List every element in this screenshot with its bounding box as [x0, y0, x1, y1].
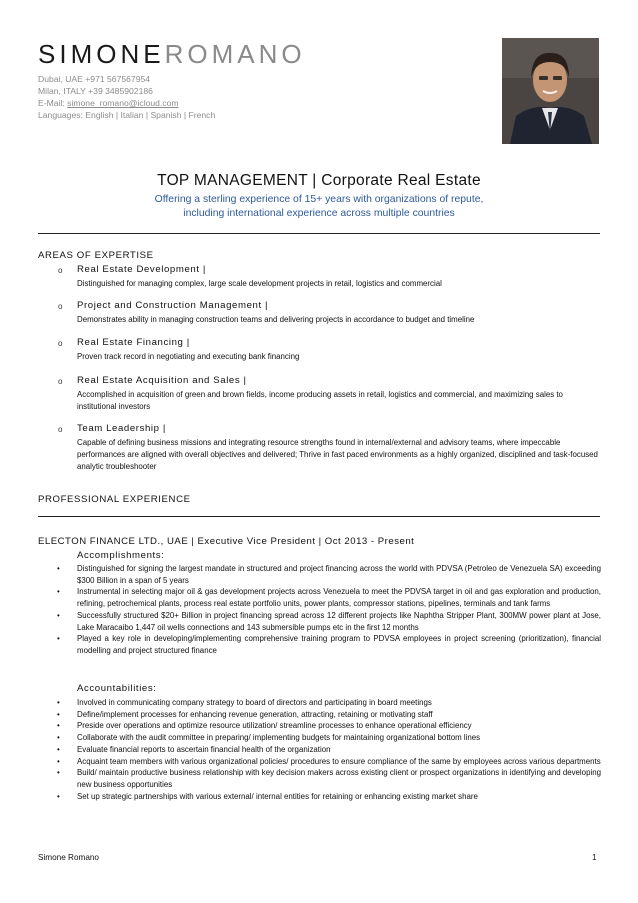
- list-item-text: Define/implement processes for enhancing revenue generation, attracting, retaining or motivating staff: [77, 709, 433, 719]
- first-name: SIMONE: [38, 39, 165, 69]
- list-item: • Set up strategic partnerships with various external/ internal entities for retaining or enhancing existing market share: [57, 791, 478, 801]
- expertise-item-title: Real Estate Development |: [77, 264, 206, 275]
- expertise-section-title: AREAS OF EXPERTISE: [38, 250, 154, 261]
- list-item-text: Played a key role in developing/implementing comprehensive training program to PDVSA employees in project screening (prioritization), financial modelling and project structured finance: [77, 634, 601, 655]
- headline-subline-1: Offering a sterling experience of 15+ years with organizations of repute,: [154, 194, 484, 205]
- divider: [38, 516, 600, 517]
- last-name: ROMANO: [164, 39, 306, 69]
- contact-line-milan: Milan, ITALY +39 3485902186: [38, 86, 153, 96]
- page-number: 1: [592, 853, 597, 862]
- footer-name: Simone Romano: [38, 853, 99, 862]
- list-item: • Evaluate financial reports to ascertain financial health of the organization: [57, 744, 331, 754]
- headline-title: TOP MANAGEMENT | Corporate Real Estate: [157, 172, 481, 189]
- expertise-item-title: Project and Construction Management |: [77, 300, 269, 311]
- list-item: • Played a key role in developing/implementing comprehensive training program to PDVSA employees in project screening (prioritization), financial modelling and project structured finance: [57, 634, 601, 655]
- contact-block: [38, 73, 215, 121]
- divider: [38, 233, 600, 234]
- email-label: E-Mail:: [38, 98, 68, 108]
- profile-photo: [502, 38, 599, 144]
- job-title-line: ELECTON FINANCE LTD., UAE | Executive Vice President | Oct 2013 - Present: [38, 536, 415, 547]
- accomplishments-list: [57, 563, 601, 657]
- accountabilities-heading: Accountabilities:: [77, 683, 157, 694]
- list-item-text: Involved in communicating company strategy to board of directors and participating in board meetings: [77, 698, 432, 707]
- list-item: • Instrumental in selecting major oil & gas development projects across Venezuela to meet the PDVSA target in oil and gas exploration and production, refining, petrochemical plants, process real estate portfolio units, power plants, compressor stations, pipelines, terminals and tank farms: [57, 587, 601, 609]
- accomplishments-heading: Accomplishments:: [77, 550, 165, 561]
- list-item-text: Set up strategic partnerships with various external/ internal entities for retaining or enhancing existing market share: [77, 791, 478, 801]
- expertise-item-desc: Capable of defining business missions and integrating resource strengths found in internal/external and advisory teams, where impeccable performances are aligned with overall objectives and delivered; Thrive in fast paced environments as a highly organized, disciplined and task-focused analytic troubleshooter: [77, 438, 598, 471]
- expertise-item-title: Real Estate Financing |: [77, 337, 190, 348]
- list-item-text: Preside over operations and optimize resource utilization/ streamline processes to enhance operational efficiency: [77, 721, 472, 731]
- list-item: • Build/ maintain productive business relationship with key decision makers across existing client or prospect organizations in identifying and developing new business opportunities: [57, 768, 601, 789]
- expertise-item-desc: Demonstrates ability in managing construction teams and delivering projects in accordance to budget and timeline: [77, 315, 475, 324]
- expertise-item-title: Team Leadership |: [77, 423, 166, 434]
- portrait-illustration: [502, 38, 599, 144]
- list-item-text: Instrumental in selecting major oil & gas development projects across Venezuela to meet the PDVSA target in oil and gas exploration and production, refining, petrochemical plants, process real estate portfolio units, power plants, compressor stations, pipelines, terminals and tank farms: [77, 587, 601, 609]
- accountabilities-list: [57, 697, 601, 802]
- expertise-marker: o: [58, 425, 63, 434]
- expertise-marker: o: [58, 377, 63, 386]
- list-item: • Distinguished for signing the largest mandate in structured and project financing across the world with PDVSA (Petroleo de Venezuela SA) exceeding $300 Billion in a span of 5 years: [57, 564, 601, 585]
- list-item: • Successfully structured $20+ Billion in project financing spread across 12 different projects like Naphtha Stripper Plant, 300MW power plant at Jose, Lake Maracaibo 1,447 oil wells connections and 143 submersible pumps etc in the first 12 months: [57, 610, 601, 632]
- list-item-text: Distinguished for signing the largest mandate in structured and project financing across the world with PDVSA (Petroleo de Venezuela SA) exceeding $300 Billion in a span of 5 years: [77, 564, 601, 585]
- list-item-text: Successfully structured $20+ Billion in project financing spread across 12 different projects like Naphtha Stripper Plant, 300MW power plant at Jose, Lake Maracaibo 1,447 oil wells connections and 143 submersible pumps etc in the first 12 months: [77, 610, 601, 632]
- expertise-item-desc: Distinguished for managing complex, large scale development projects in retail, logistics and commercial: [77, 279, 442, 288]
- list-item: • Collaborate with the audit committee in preparing/ implementing budgets for maintaining organizational bottom lines: [57, 733, 481, 743]
- list-item-text: Acquaint team members with various organizational policies/ procedures to ensure compliance of the same by employees across various departments: [77, 756, 601, 766]
- list-item: • Involved in communicating company strategy to board of directors and participating in board meetings: [57, 698, 432, 707]
- expertise-marker: o: [58, 339, 63, 348]
- email-link[interactable]: simone_romano@icloud.com: [67, 98, 179, 108]
- list-item-text: Collaborate with the audit committee in preparing/ implementing budgets for maintaining organizational bottom lines: [77, 733, 481, 743]
- expertise-item-desc: Accomplished in acquisition of green and brown fields, income producing assets in retail, logistics and commercial, and maximizing sales to institutional investors: [77, 390, 563, 411]
- email-row: [38, 97, 215, 109]
- languages-line: Languages: English | Italian | Spanish | French: [38, 110, 216, 120]
- expertise-item-title: Real Estate Acquisition and Sales |: [77, 375, 247, 386]
- expertise-item-desc: Proven track record in negotiating and executing bank financing: [77, 352, 300, 361]
- headline-subline-2: including international experience across multiple countries: [183, 208, 455, 219]
- list-item: • Preside over operations and optimize resource utilization/ streamline processes to enhance operational efficiency: [57, 721, 472, 731]
- list-item: • Acquaint team members with various organizational policies/ procedures to ensure compliance of the same by employees across various departments: [57, 756, 601, 766]
- expertise-marker: o: [58, 302, 63, 311]
- expertise-marker: o: [58, 266, 63, 275]
- list-item-text: Evaluate financial reports to ascertain financial health of the organization: [77, 744, 331, 754]
- experience-section-title: PROFESSIONAL EXPERIENCE: [38, 494, 191, 505]
- list-item-text: Build/ maintain productive business relationship with key decision makers across existing client or prospect organizations in identifying and developing new business opportunities: [77, 768, 601, 789]
- candidate-name: [38, 39, 306, 69]
- contact-line-dubai: Dubai, UAE +971 567567954: [38, 74, 151, 84]
- list-item: • Define/implement processes for enhancing revenue generation, attracting, retaining or motivating staff: [57, 709, 433, 719]
